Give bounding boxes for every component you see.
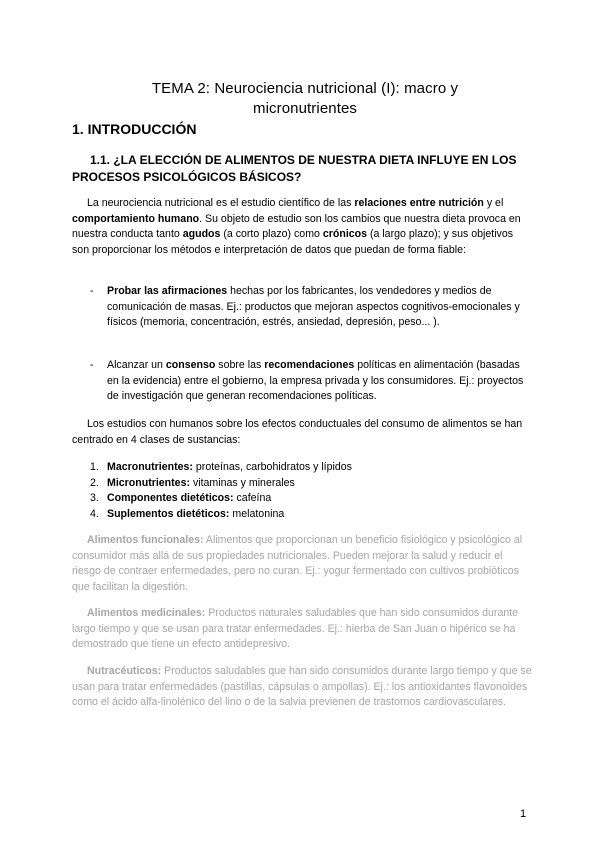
intro-bold-3: agudos xyxy=(182,228,221,241)
intro-text-1: La neurociencia nutricional es el estudio científico de las xyxy=(87,197,355,209)
bullet-item xyxy=(90,284,530,331)
bullet-body: hechas por los fabricantes, los vendedores y medios de comunicación de masas. Ej.: productos que mejoran aspectos cognitivos-emocionales y físicos (memoria, concentración, estrés, ansiedad, depresión, peso... ). xyxy=(107,285,520,329)
list-text: vitaminas y minerales xyxy=(190,476,295,489)
bullet-dash: - xyxy=(90,359,94,371)
bullet-bold: consenso xyxy=(165,359,216,371)
list-label: Suplementos dietéticos: xyxy=(107,507,230,520)
studies-paragraph: Los estudios con humanos sobre los efectos conductuales del consumo de alimentos se han centrado en 4 clases de sustancias: xyxy=(72,418,523,446)
bullet-bold: Probar las afirmaciones xyxy=(107,285,228,297)
definition-paragraph xyxy=(72,533,532,595)
bullet-body: Alcanzar un xyxy=(107,359,166,371)
intro-text-4: (a corto plazo) como xyxy=(220,228,323,241)
list-number: 2. xyxy=(90,476,99,489)
page-title: TEMA 2: Neurociencia nutricional (I): macro y micronutrientes xyxy=(151,80,459,117)
list-label: Macronutrientes: xyxy=(107,461,193,473)
list-number: 3. xyxy=(90,492,99,505)
definition-term: Nutracéuticos: xyxy=(87,665,162,677)
definition-paragraph xyxy=(72,606,532,653)
section-heading: 1. INTRODUCCIÓN xyxy=(72,121,197,137)
definition-text: Alimentos que proporcionan un beneficio fisiológico y psicológico al consumidor más allá de sus propiedades nutricionales. Pueden mejorar la salud y reducir el riesgo de contraer enfermedades, pero no curan. Ej.: yogur fermentado con cultivos probióticos que facilitan la digestión. xyxy=(72,534,523,593)
list-item xyxy=(90,491,520,507)
bullet-text xyxy=(107,284,530,331)
intro-bold-4: crónicos xyxy=(322,228,368,241)
subsection-heading: 1.1. ¿LA ELECCIÓN DE ALIMENTOS DE NUESTRA DIETA INFLUYE EN LOS PROCESOS PSICOLÓGICOS BÁSICOS? xyxy=(72,153,517,184)
list-item xyxy=(90,507,520,523)
definition-paragraph xyxy=(72,664,532,711)
list-text: melatonina xyxy=(229,507,285,520)
definition-text: Productos naturales saludables que han sido consumidos durante largo tiempo y que se usan para tratar enfermedades. Ej.: hierba de San Juan o hipérico se ha demostrado que tiene un efecto antidepresivo. xyxy=(72,607,519,651)
definition-term: Alimentos medicinales: xyxy=(87,607,206,619)
bullet-body: sobre las xyxy=(215,359,265,371)
page-number: 1 xyxy=(520,808,527,820)
list-item xyxy=(90,476,520,492)
list-item xyxy=(90,460,520,476)
list-text: cafeína xyxy=(233,492,272,505)
list-label: Componentes dietéticos: xyxy=(107,492,234,505)
bullet-body: políticas en alimentación (basadas en la evidencia) entre el gobierno, la empresa privada y los consumidores. Ej.: proyectos de investigación que generan recomendaciones políticas. xyxy=(107,359,524,403)
intro-bold-1: relaciones entre nutrición xyxy=(354,197,484,209)
bullet-bold: recomendaciones xyxy=(264,359,355,371)
list-number: 4. xyxy=(90,507,99,520)
substances-list xyxy=(90,460,520,522)
intro-text-2: y el xyxy=(483,197,504,209)
intro-paragraph xyxy=(72,196,532,258)
list-text: proteínas, carbohidratos y lípidos xyxy=(192,461,352,473)
intro-bold-2: comportamiento humano xyxy=(72,212,200,225)
bullet-text xyxy=(107,358,530,405)
list-label: Micronutrientes: xyxy=(107,476,190,489)
definition-term: Alimentos funcionales: xyxy=(87,534,204,546)
bullet-item xyxy=(90,358,530,405)
intro-text-5: (a largo plazo); y sus objetivos son proporcionar los métodos e interpretación de datos que puedan de forma fiable: xyxy=(72,228,514,256)
intro-text-3: . Su objeto de estudio son los cambios que nuestra dieta provoca en nuestra conducta tanto xyxy=(72,212,521,241)
list-number: 1. xyxy=(90,461,99,473)
definition-text: Productos saludables que han sido consumidos durante largo tiempo y que se usan para tratar enfermedades (pastillas, cápsulas o ampollas). Ej.: los antioxidantes flavonoides como el ácido alfa-linolénico del lino o de la salvia previenen de trastornos cardiovasculares. xyxy=(72,665,532,709)
bullet-dash: - xyxy=(90,285,94,297)
